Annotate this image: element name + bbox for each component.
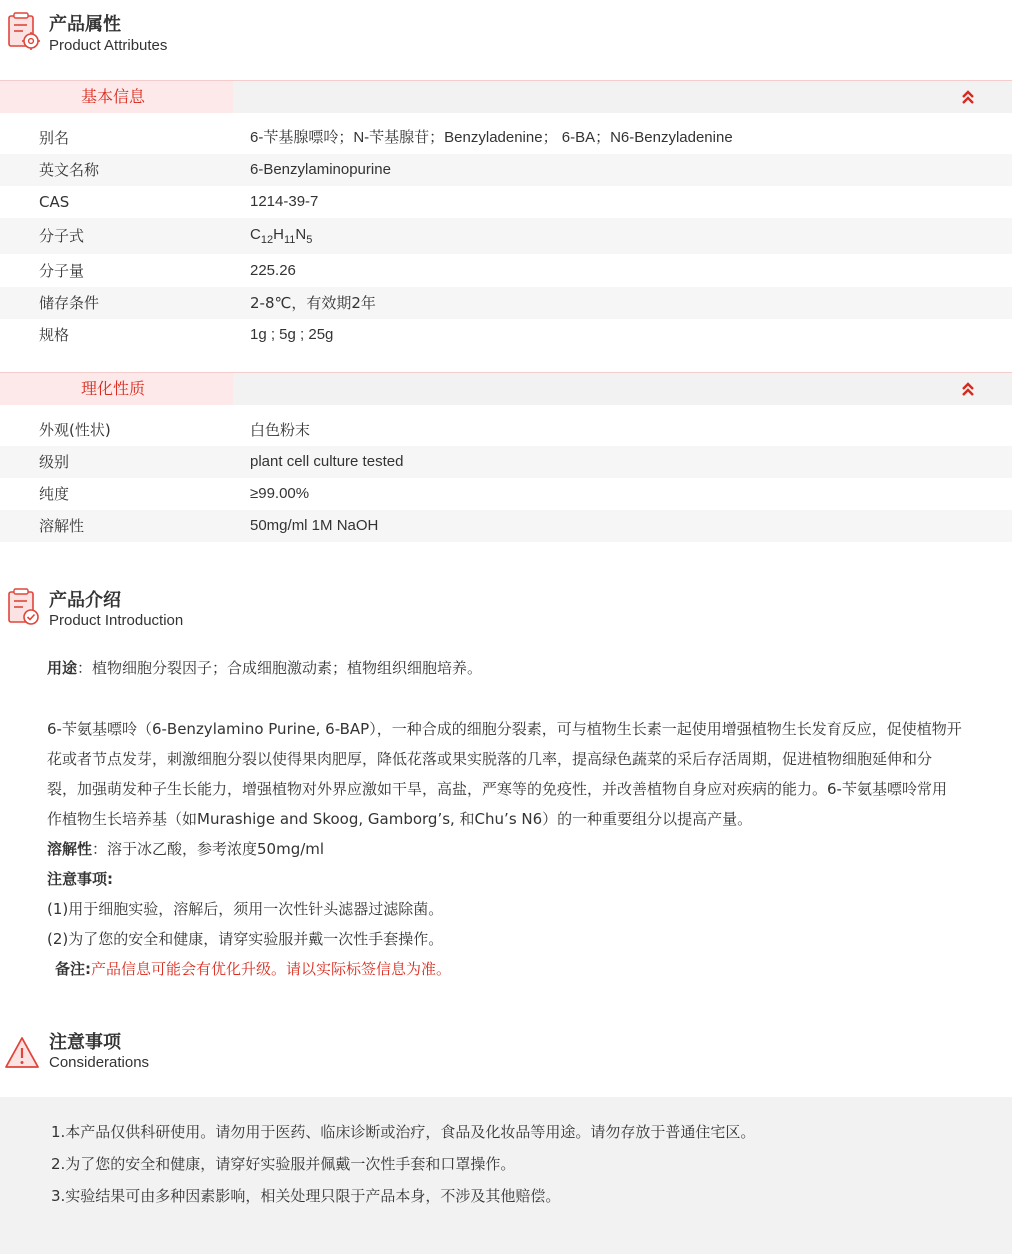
- intro-subtitle: Product Introduction: [49, 612, 184, 629]
- table-row: [0, 287, 1012, 319]
- basic-info-label: 基本信息: [81, 87, 146, 106]
- solubility-text: ：溶于冰乙酸，参考浓度50mg/ml: [92, 840, 325, 858]
- considerations-title: 注意事项: [49, 1032, 121, 1053]
- solubility-line: [47, 834, 1012, 864]
- remark-text: 产品信息可能会有优化升级。请以实际标签信息为准。: [91, 960, 452, 978]
- row-key: 级别: [39, 453, 70, 471]
- row-key: 储存条件: [39, 294, 100, 312]
- table-row: [0, 510, 1012, 542]
- remark-line: [55, 954, 1012, 984]
- row-value: ≥99.00%: [250, 485, 310, 502]
- considerations-box: [0, 1097, 1012, 1254]
- attributes-subtitle: Product Attributes: [49, 37, 168, 54]
- usage-label: 用途: [47, 659, 78, 677]
- basic-info-bar: [0, 80, 1012, 113]
- row-key: 英文名称: [39, 161, 100, 179]
- table-row: [0, 255, 1012, 287]
- clipboard-check-icon: [6, 588, 42, 628]
- row-value: 6-Benzylaminopurine: [250, 161, 391, 178]
- table-row: [0, 122, 1012, 154]
- row-value: 1214-39-7: [250, 193, 319, 210]
- consideration-item: 3.实验结果可由多种因素影响，相关处理只限于产品本身，不涉及其他赔偿。: [51, 1187, 561, 1205]
- intro-line: 作植物生长培养基（如Murashige and Skoog, Gamborg’s, 和Chu’s N6）的一种重要组分以提高产量。: [47, 810, 753, 828]
- clipboard-gear-icon: [6, 12, 42, 52]
- intro-line: 裂，加强萌发种子生长能力，增强植物对外界应激如干旱，高盐，严寒等的免疫性，并改善植物自身应对疾病的能力。6-苄氨基嘌呤常用: [47, 780, 947, 798]
- row-key: 溶解性: [39, 517, 85, 535]
- table-row: [0, 478, 1012, 510]
- molecular-formula: $C_{12}H_{11}N_5$: [250, 226, 313, 246]
- table-row: [0, 414, 1012, 446]
- intro-title: 产品介绍: [49, 590, 121, 611]
- consideration-item: 2.为了您的安全和健康，请穿好实验服并佩戴一次性手套和口罩操作。: [51, 1155, 516, 1173]
- table-row: [0, 218, 1012, 254]
- row-value: plant cell culture tested: [250, 453, 404, 470]
- row-key: 分子式: [39, 227, 85, 245]
- double-chevron-up-icon[interactable]: [960, 381, 976, 397]
- row-key: 别名: [39, 129, 70, 147]
- row-value: 225.26: [250, 262, 296, 279]
- row-value: 1g ; 5g ; 25g: [250, 326, 334, 343]
- consideration-item: 1.本产品仅供科研使用。请勿用于医药、临床诊断或治疗，食品及化妆品等用途。请勿存放于普通住宅区。: [51, 1123, 756, 1141]
- intro-header: [0, 586, 1012, 646]
- considerations-header: [0, 1028, 1012, 1088]
- row-key: 外观(性状): [39, 421, 111, 439]
- considerations-subtitle: Considerations: [49, 1054, 150, 1071]
- usage-line: [47, 653, 1012, 683]
- warning-triangle-icon: [5, 1034, 41, 1074]
- row-value: 2-8℃，有效期2年: [250, 294, 376, 312]
- attributes-header: [0, 0, 1012, 60]
- table-row: [0, 319, 1012, 351]
- row-value: 6-苄基腺嘌呤；N-苄基腺苷；Benzyladenine； 6-BA；N6-Benzyladenine: [250, 129, 733, 146]
- note-item: (2)为了您的安全和健康，请穿实验服并戴一次性手套操作。: [47, 930, 444, 948]
- table-row: [0, 446, 1012, 478]
- table-row: [0, 154, 1012, 186]
- row-value: 白色粉末: [250, 421, 311, 439]
- attributes-title: 产品属性: [49, 14, 121, 35]
- basic-info-tab: [0, 81, 233, 113]
- row-key: CAS: [39, 193, 70, 211]
- note-item: (1)用于细胞实验，溶解后，须用一次性针头滤器过滤除菌。: [47, 900, 444, 918]
- usage-text: ：植物细胞分裂因子；合成细胞激动素；植物组织细胞培养。: [77, 659, 483, 677]
- intro-line: 6-苄氨基嘌呤（6-Benzylamino Purine, 6-BAP），一种合成的细胞分裂素，可与植物生长素一起使用增强植物生长发育反应，促使植物开: [47, 720, 962, 738]
- row-value: 50mg/ml 1M NaOH: [250, 517, 379, 534]
- notes-heading: 注意事项:: [47, 870, 113, 888]
- row-key: 规格: [39, 326, 70, 344]
- remark-label: 备注:: [55, 960, 91, 978]
- row-key: 分子量: [39, 262, 85, 280]
- physchem-bar: [0, 372, 1012, 405]
- row-key: 纯度: [39, 485, 70, 503]
- physchem-tab: [0, 373, 233, 405]
- physchem-label: 理化性质: [81, 379, 146, 398]
- double-chevron-up-icon[interactable]: [960, 89, 976, 105]
- solubility-label: 溶解性: [47, 840, 93, 858]
- table-row: [0, 186, 1012, 218]
- intro-line: 花或者节点发芽，刺激细胞分裂以使得果肉肥厚，降低花落或果实脱落的几率，提高绿色蔬菜的采后存活周期，促进植物细胞延伸和分: [47, 750, 933, 768]
